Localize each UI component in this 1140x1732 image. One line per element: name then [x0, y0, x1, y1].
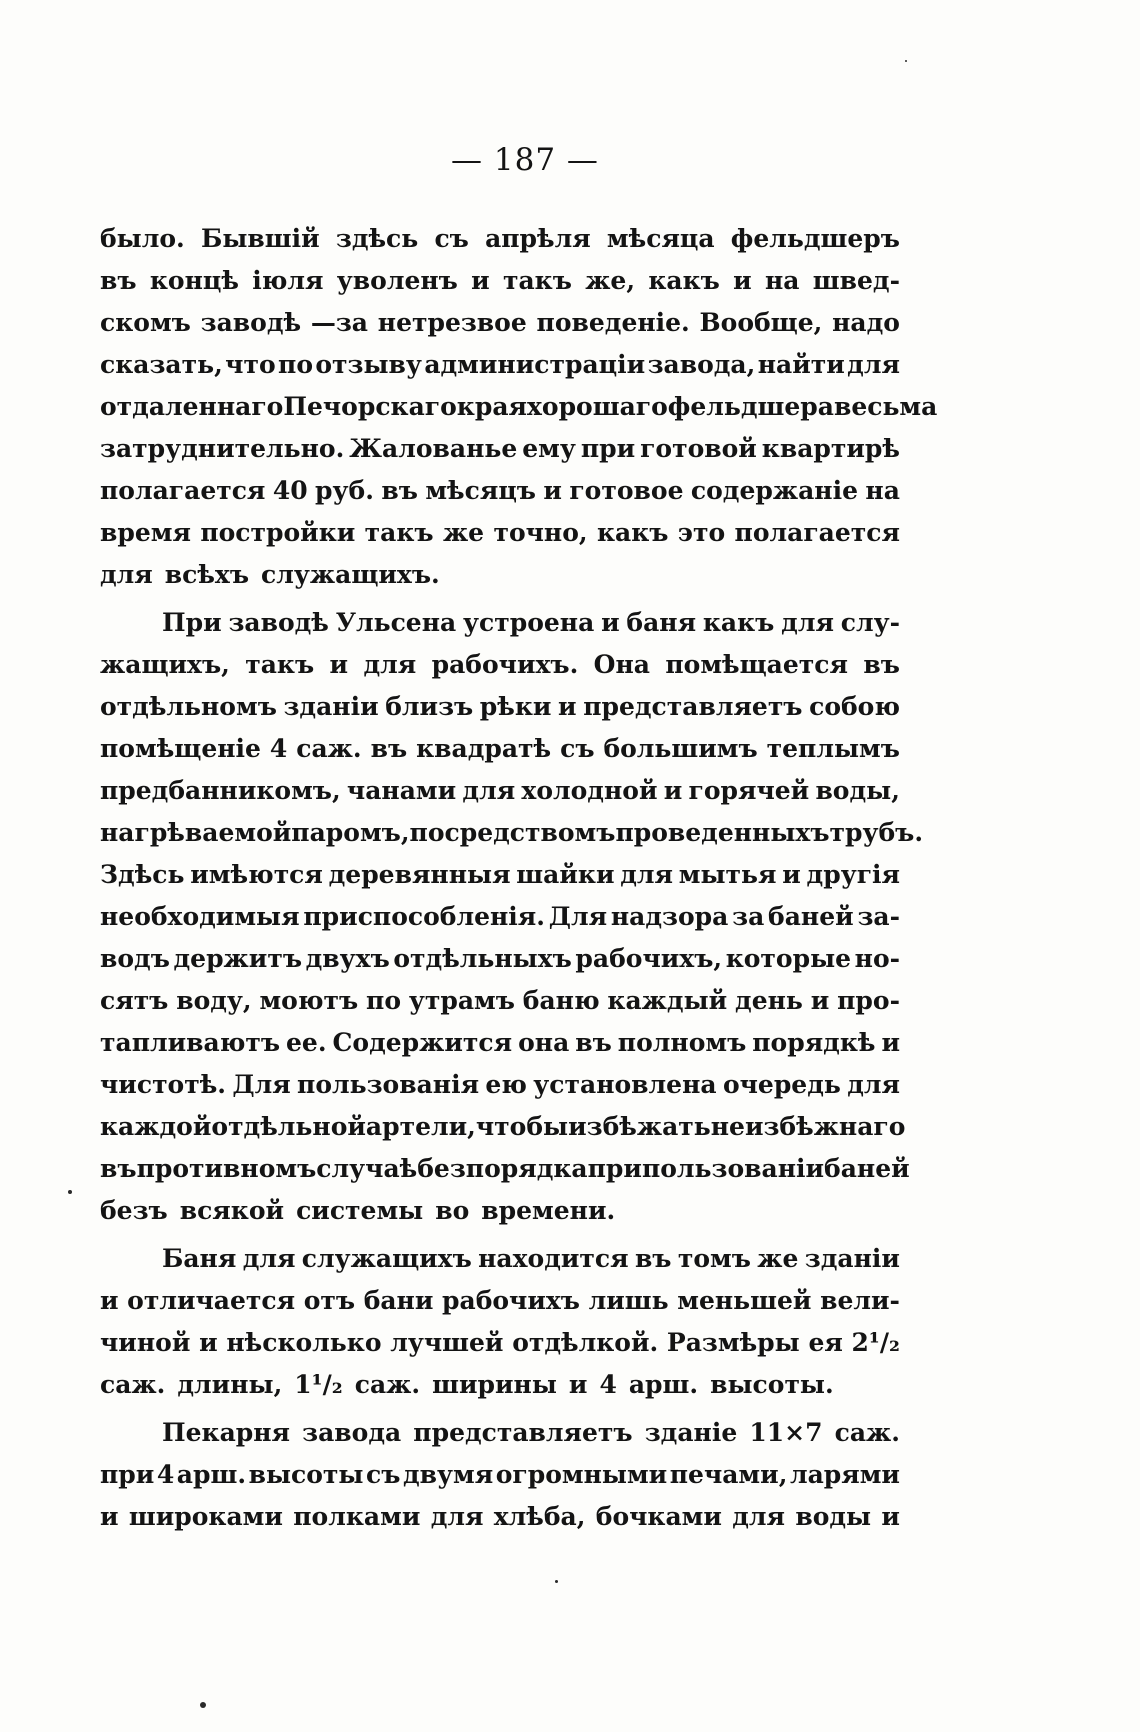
word: высоты.: [710, 1370, 834, 1399]
word: 2¹/₂: [851, 1328, 900, 1357]
word: заводѣ: [200, 308, 302, 337]
word: въ: [370, 734, 408, 763]
text-line: [100, 728, 900, 770]
word: она: [518, 1028, 570, 1057]
scan-speck: [68, 1190, 72, 1194]
word: іюля: [252, 266, 324, 295]
word: случаѣ: [316, 1154, 418, 1183]
word: для: [462, 776, 516, 805]
word: необходимыя: [100, 902, 300, 931]
word: 1¹/₂: [294, 1370, 343, 1399]
word: администраціи: [424, 350, 646, 379]
word: помѣщеніе: [100, 734, 261, 763]
word: полагается: [100, 476, 266, 505]
text-line: [100, 1412, 900, 1454]
word: надо: [832, 308, 900, 337]
word: при: [580, 434, 636, 463]
word: фельдшеръ: [730, 224, 900, 253]
word: 4: [269, 734, 288, 763]
word: ему: [522, 434, 576, 463]
text-line: [100, 554, 900, 596]
word: саж.: [296, 734, 362, 763]
word: края: [456, 392, 527, 421]
word: для: [847, 1070, 900, 1099]
text-line: [100, 428, 900, 470]
word: отдѣльной: [211, 1112, 366, 1141]
word: готовой: [640, 434, 757, 463]
word: Вообще,: [699, 308, 823, 337]
word: арш.: [628, 1370, 699, 1399]
word: слу-: [840, 608, 900, 637]
word: полками: [293, 1502, 421, 1531]
word: деревянныя: [328, 860, 511, 889]
word: съ: [366, 1460, 401, 1489]
word: въ: [634, 1244, 672, 1273]
word: но-: [854, 944, 900, 973]
word: баней: [768, 902, 854, 931]
word: теплымъ: [766, 734, 900, 763]
word: ларями: [789, 1460, 900, 1489]
word: баней: [824, 1154, 910, 1183]
word: концѣ: [149, 266, 239, 295]
text-line: [100, 1106, 906, 1148]
word: каждый: [607, 986, 728, 1015]
word: точно,: [493, 518, 588, 547]
word: и: [663, 776, 683, 805]
word: полномъ: [617, 1028, 747, 1057]
word: для: [847, 350, 900, 379]
word: зданіи: [804, 1244, 900, 1273]
word: Бывшій: [200, 224, 320, 253]
word: день: [735, 986, 803, 1015]
word: и: [881, 1028, 900, 1057]
text-line: [100, 1148, 910, 1190]
word: отдѣльныхъ: [393, 944, 572, 973]
word: всѣхъ: [164, 560, 250, 589]
word: мытья: [678, 860, 777, 889]
word: найти: [757, 350, 845, 379]
word: хорошаго: [527, 392, 668, 421]
word: такъ: [502, 266, 572, 295]
word: для: [100, 560, 153, 589]
word: квадратѣ: [416, 734, 552, 763]
word: затруднительно.: [100, 434, 345, 463]
word: завода: [302, 1418, 402, 1447]
word: отъ: [303, 1286, 356, 1315]
word: представляетъ: [413, 1418, 633, 1447]
word: и: [601, 608, 620, 637]
word: предбанникомъ,: [100, 776, 341, 805]
word: при: [587, 1154, 642, 1183]
text-line: [100, 1454, 900, 1496]
word: томъ: [677, 1244, 751, 1273]
word: воды,: [815, 776, 900, 805]
word: лучшей: [390, 1328, 504, 1357]
word: Пекарня: [162, 1418, 291, 1447]
word: саж.: [354, 1370, 421, 1399]
word: и: [782, 860, 801, 889]
word: помѣщается: [665, 650, 848, 679]
word: бани: [363, 1286, 434, 1315]
word: весьма: [833, 392, 938, 421]
word: имѣются: [190, 860, 323, 889]
word: ею: [485, 1070, 527, 1099]
word: и: [543, 476, 562, 505]
word: скомъ: [100, 308, 191, 337]
word: по: [366, 986, 401, 1015]
word: Баня: [162, 1244, 237, 1273]
word: безпорядка: [417, 1154, 588, 1183]
word: для: [781, 608, 834, 637]
word: такъ: [245, 650, 315, 679]
word: Печорскаго: [283, 392, 457, 421]
word: длины,: [177, 1370, 283, 1399]
text-line: [100, 644, 900, 686]
word: и: [568, 1370, 588, 1399]
word: Она: [593, 650, 650, 679]
word: сятъ: [100, 986, 169, 1015]
word: здѣсь: [335, 224, 419, 253]
word: отзыву: [315, 350, 422, 379]
word: же: [757, 1244, 799, 1273]
word: Ульсена: [335, 608, 457, 637]
word: двухъ: [305, 944, 390, 973]
paragraph: [100, 602, 924, 1232]
text-line: [100, 686, 900, 728]
word: чтобы: [475, 1112, 569, 1141]
text-line: [100, 854, 900, 896]
word: въ: [381, 476, 418, 505]
word: было.: [100, 224, 185, 253]
text-line: [100, 218, 900, 260]
word: лишь: [588, 1286, 669, 1315]
word: служащихъ.: [261, 560, 440, 589]
word: вели-: [820, 1286, 900, 1315]
word: рѣки: [479, 692, 552, 721]
word: про-: [837, 986, 900, 1015]
word: надзора: [610, 902, 729, 931]
text-line: [100, 602, 900, 644]
word: жащихъ,: [100, 650, 230, 679]
word: заводѣ: [228, 608, 329, 637]
word: такъ: [364, 518, 434, 547]
word: и: [810, 986, 830, 1015]
word: артели,: [365, 1112, 476, 1141]
word: и: [199, 1328, 218, 1357]
word: избѣжать: [568, 1112, 711, 1141]
word: завода,: [647, 350, 756, 379]
scan-speck: [200, 1702, 206, 1708]
word: водъ: [100, 944, 170, 973]
word: и: [329, 650, 349, 679]
text-line: [100, 386, 938, 428]
text-line: [100, 1064, 900, 1106]
word: саж.: [834, 1418, 900, 1447]
word: въ: [100, 1154, 137, 1183]
word: отдаленнаго: [100, 392, 284, 421]
word: шайки: [516, 860, 615, 889]
word: Размѣры: [666, 1328, 800, 1357]
paragraph: [100, 218, 938, 596]
text-line: [100, 344, 900, 386]
paragraph: [100, 1238, 900, 1406]
word: горячей: [688, 776, 810, 805]
word: каждой: [100, 1112, 212, 1141]
word: зданіе: [644, 1418, 738, 1447]
word: системы: [296, 1196, 424, 1225]
word: которые: [725, 944, 852, 973]
word: паромъ,: [291, 818, 410, 847]
word: для: [363, 650, 417, 679]
text-line: [100, 938, 900, 980]
word: находится: [478, 1244, 629, 1273]
word: въ: [100, 266, 137, 295]
word: близъ: [385, 692, 474, 721]
text-line: [100, 260, 900, 302]
word: какъ: [596, 518, 669, 547]
word: время: [100, 518, 191, 547]
word: Содержится: [332, 1028, 513, 1057]
word: поведеніе.: [536, 308, 690, 337]
word: воды: [795, 1502, 872, 1531]
word: установлена: [533, 1070, 717, 1099]
word: за: [732, 902, 765, 931]
word: чиной: [100, 1328, 191, 1357]
word: всякой: [179, 1196, 285, 1225]
text-line: [100, 1322, 900, 1364]
word: сказать,: [100, 350, 223, 379]
word: для: [242, 1244, 296, 1273]
scan-speck: [905, 60, 907, 62]
word: по: [278, 350, 313, 379]
text-line: [100, 302, 900, 344]
word: тапливаютъ: [100, 1028, 281, 1057]
word: мѣсяцъ: [425, 476, 536, 505]
word: ее.: [286, 1028, 327, 1057]
word: отдѣльномъ: [100, 692, 277, 721]
text-line: [100, 1022, 900, 1064]
word: квартирѣ: [761, 434, 900, 463]
word: нагрѣваемой: [100, 818, 292, 847]
word: времени.: [481, 1196, 616, 1225]
word: посредствомъ: [409, 818, 616, 847]
word: въ: [575, 1028, 612, 1057]
word: 4: [599, 1370, 617, 1399]
word: нетрезвое: [377, 308, 527, 337]
word: утрамъ: [408, 986, 515, 1015]
word: и: [100, 1502, 119, 1531]
word: же,: [585, 266, 636, 295]
text-line: [100, 512, 900, 554]
word: для: [620, 860, 674, 889]
text-line: [100, 470, 900, 512]
word: баня: [626, 608, 697, 637]
word: и: [558, 692, 577, 721]
word: холодной: [521, 776, 658, 805]
word: ея: [808, 1328, 843, 1357]
word: за-: [857, 902, 900, 931]
text-line: [100, 1280, 900, 1322]
word: апрѣля: [485, 224, 591, 253]
word: готовое: [569, 476, 684, 505]
word: зданіи: [283, 692, 379, 721]
word: огромными: [495, 1460, 668, 1489]
word: уволенъ: [336, 266, 458, 295]
word: арш.: [176, 1460, 247, 1489]
word: пользованіи: [641, 1154, 825, 1183]
word: баню: [522, 986, 600, 1015]
word: фельдшера: [667, 392, 834, 421]
text-line: [100, 1238, 900, 1280]
word: хлѣба,: [493, 1502, 586, 1531]
word: 40: [272, 476, 308, 505]
word: швед-: [812, 266, 900, 295]
word: для: [430, 1502, 484, 1531]
word: что: [225, 350, 276, 379]
word: чистотѣ.: [100, 1070, 227, 1099]
word: рабочихъ.: [431, 650, 579, 679]
word: Жалованье: [349, 434, 518, 463]
word: Для: [232, 1070, 291, 1099]
text-line: [100, 770, 900, 812]
word: меньшей: [677, 1286, 812, 1315]
page-number: — 187 —: [451, 142, 599, 178]
word: содержаніе: [690, 476, 858, 505]
word: собою: [809, 692, 900, 721]
word: неизбѣжнаго: [710, 1112, 906, 1141]
text-line: [100, 1496, 900, 1538]
word: противномъ: [136, 1154, 317, 1183]
word: двумя: [402, 1460, 494, 1489]
word: 4: [156, 1460, 175, 1489]
word: другія: [806, 860, 900, 889]
text-line: [100, 1190, 900, 1232]
word: саж.: [100, 1370, 166, 1399]
word: высоты: [248, 1460, 364, 1489]
word: отдѣлкой.: [512, 1328, 659, 1357]
text-line: [100, 1364, 900, 1406]
word: служащихъ: [301, 1244, 472, 1273]
word: какъ: [648, 266, 720, 295]
word: отличается: [127, 1286, 296, 1315]
word: очередь: [722, 1070, 841, 1099]
word: нѣсколько: [226, 1328, 382, 1357]
text-line: [100, 980, 900, 1022]
word: 11×7: [749, 1418, 823, 1447]
word: представляетъ: [583, 692, 803, 721]
word: Для: [548, 902, 608, 931]
word: постройки: [200, 518, 356, 547]
word: держитъ: [173, 944, 303, 973]
word: съ: [560, 734, 595, 763]
word: же: [442, 518, 485, 547]
body-text: [100, 218, 938, 1544]
word: на: [764, 266, 800, 295]
word: печами,: [669, 1460, 788, 1489]
word: пользованія: [297, 1070, 480, 1099]
word: съ: [434, 224, 469, 253]
word: и: [733, 266, 752, 295]
word: рабочихъ,: [575, 944, 723, 973]
word: устроена: [463, 608, 595, 637]
word: руб.: [315, 476, 374, 505]
word: при: [100, 1460, 155, 1489]
scan-speck: [555, 1580, 558, 1583]
text-line: [100, 812, 924, 854]
word: порядкѣ: [752, 1028, 876, 1057]
word: Здѣсь: [100, 860, 185, 889]
word: это: [677, 518, 726, 547]
word: —за: [310, 308, 368, 337]
word: При: [162, 608, 222, 637]
word: широками: [128, 1502, 283, 1531]
word: на: [865, 476, 900, 505]
text-line: [100, 896, 900, 938]
word: рабочихъ: [442, 1286, 580, 1315]
word: для: [732, 1502, 786, 1531]
word: бочками: [595, 1502, 722, 1531]
word: проведенныхъ: [615, 818, 830, 847]
word: какъ: [702, 608, 775, 637]
word: большимъ: [603, 734, 758, 763]
word: полагается: [734, 518, 900, 547]
paragraph: [100, 1412, 900, 1538]
word: безъ: [100, 1196, 168, 1225]
word: и: [881, 1502, 900, 1531]
word: и: [471, 266, 490, 295]
word: трубъ.: [829, 818, 924, 847]
word: мѣсяца: [606, 224, 715, 253]
word: приспособленія.: [303, 902, 545, 931]
word: и: [100, 1286, 119, 1315]
word: ширины: [432, 1370, 557, 1399]
word: моютъ: [259, 986, 359, 1015]
word: чанами: [346, 776, 457, 805]
word: въ: [863, 650, 900, 679]
word: воду,: [176, 986, 252, 1015]
word: во: [435, 1196, 470, 1225]
